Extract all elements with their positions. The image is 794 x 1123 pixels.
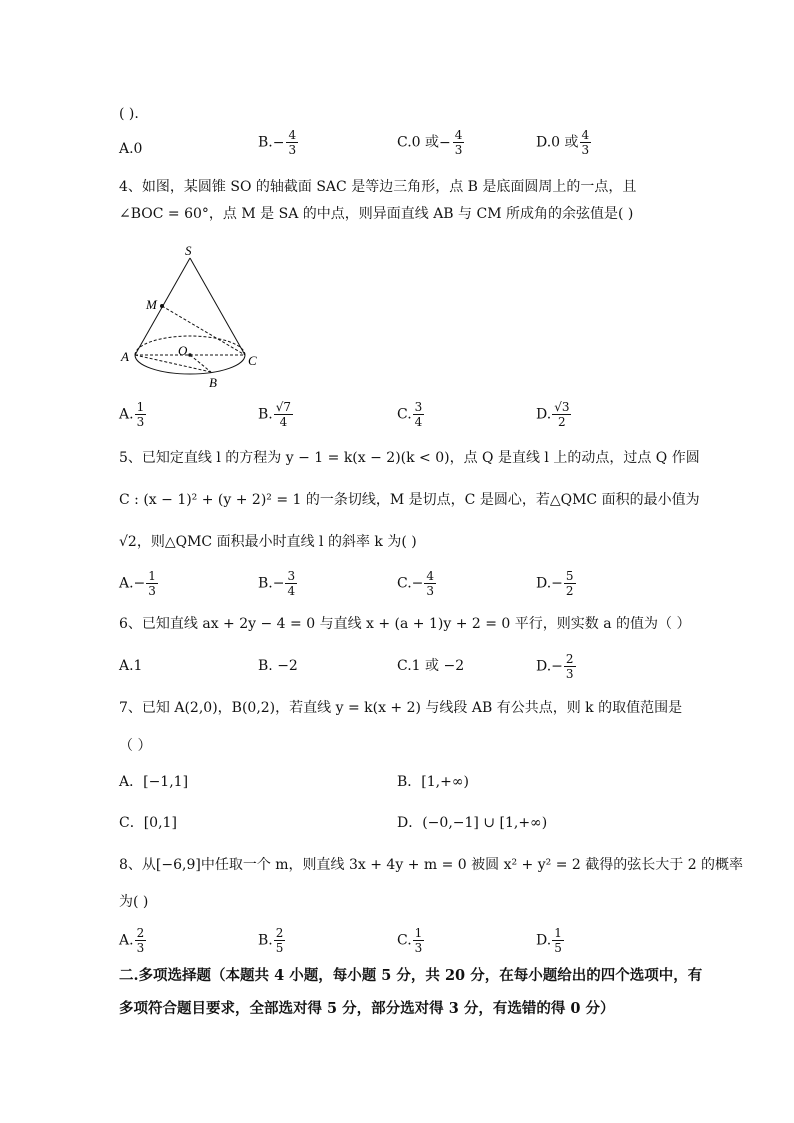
q8-option-d: [536, 926, 565, 955]
q6-line1: 6、已知直线 ax + 2y − 4 = 0 与直线 x + (a + 1)y + 2 = 0 平行，则实数 a 的值为（ ）: [119, 616, 691, 632]
option-prefix: B.: [258, 134, 273, 151]
fraction-denominator: 4: [414, 415, 423, 429]
q5-line2: C : (x − 1)² + (y + 2)² = 1 的一条切线，M 是切点，C 是圆心，若△QMC 面积的最小值为: [119, 492, 700, 508]
fraction-numerator: 5: [565, 569, 574, 583]
fraction-denominator: 3: [136, 415, 145, 429]
fraction: [413, 400, 425, 429]
q3-option-d: [536, 128, 592, 157]
option-prefix: C.−: [397, 575, 424, 592]
q6-option-c: C.1 或 −2: [397, 658, 465, 674]
fraction-denominator: 3: [148, 584, 156, 598]
option-prefix: A.−: [119, 575, 146, 592]
point-m: [160, 304, 164, 308]
segment-mc: [162, 306, 245, 355]
fraction-denominator: 3: [288, 143, 297, 157]
option-prefix: C.: [397, 406, 412, 423]
edge-sc: [190, 258, 245, 355]
fraction: [285, 569, 297, 598]
fraction-denominator: 3: [565, 667, 574, 681]
fraction-numerator: 4: [426, 569, 435, 583]
q7-option-b: B．[1,+∞): [397, 774, 469, 790]
fraction-numerator: 3: [287, 569, 296, 583]
q8-option-b: [258, 926, 286, 955]
q7-option-c: C．[0,1]: [119, 815, 177, 831]
option-prefix: C.: [397, 932, 412, 949]
fraction-numerator: 4: [454, 128, 463, 142]
option-prefix: A.: [119, 406, 134, 423]
option-prefix: B.: [258, 406, 273, 423]
fraction-denominator: 5: [554, 941, 562, 955]
section2-heading-line2: 多项符合题目要求，全部选对得 5 分，部分选对得 3 分，有选错的得 0 分）: [119, 1000, 615, 1017]
fraction-denominator: 3: [426, 584, 435, 598]
fraction-numerator: √7: [275, 400, 292, 414]
q7-option-a: A．[−1,1]: [119, 774, 189, 790]
q3-option-b: [258, 128, 299, 157]
fraction: [552, 400, 571, 429]
cone-figure: [115, 238, 275, 398]
fraction-numerator: 2: [275, 926, 284, 940]
option-prefix: D.0 或: [536, 134, 579, 151]
fraction-denominator: 5: [275, 941, 284, 955]
fraction-denominator: 2: [565, 584, 574, 598]
fraction: [274, 926, 286, 955]
fraction-numerator: √3: [554, 400, 570, 414]
fraction: [453, 128, 465, 157]
q4-option-a: [119, 400, 147, 429]
fraction-denominator: 4: [287, 584, 296, 598]
option-prefix: B.: [258, 932, 273, 949]
segment-ab: [135, 355, 211, 372]
label-o: O: [178, 343, 188, 358]
fraction: [552, 926, 564, 955]
q7-option-d: D．(−0,−1] ∪ [1,+∞): [397, 815, 548, 831]
fraction-denominator: 4: [279, 415, 288, 429]
fraction: [135, 400, 147, 429]
q8-option-c: [397, 926, 425, 955]
fraction: [146, 569, 158, 598]
option-prefix: B.−: [258, 575, 285, 592]
fraction-denominator: 3: [581, 143, 590, 157]
label-c: C: [248, 353, 257, 368]
cone-base-front: [135, 355, 245, 374]
q5-line1: 5、已知定直线 l 的方程为 y − 1 = k(x − 2)(k < 0)，点 Q 是直线 l 上的动点，过点 Q 作圆: [119, 450, 700, 466]
fraction-numerator: 2: [136, 926, 145, 940]
fraction: [564, 569, 576, 598]
option-prefix: D.−: [536, 575, 563, 592]
fraction: [580, 128, 592, 157]
fraction-numerator: 1: [136, 400, 145, 414]
option-prefix: C.0 或: [397, 134, 440, 151]
q6-option-d: [536, 652, 577, 681]
fraction-numerator: 1: [414, 926, 423, 940]
q5-option-c: [397, 569, 437, 598]
q8-line2: 为( ): [119, 894, 149, 910]
q4-option-c: [397, 400, 425, 429]
q3-option-c: [397, 128, 465, 157]
q3-option-a: A.0: [119, 141, 143, 157]
fraction: [286, 128, 298, 157]
q4-line2: ∠BOC = 60°，点 M 是 SA 的中点，则异面直线 AB 与 CM 所成角的余弦值是( ): [119, 206, 634, 222]
fraction-numerator: 4: [288, 128, 297, 142]
fraction-denominator: 3: [454, 143, 463, 157]
q4-option-d: [536, 400, 572, 429]
q4-line1: 4、如图，某圆锥 SO 的轴截面 SAC 是等边三角形，点 B 是底面圆周上的一点，且: [119, 179, 637, 195]
q7-line2: （ ）: [119, 738, 152, 754]
fraction: [424, 569, 436, 598]
fraction-denominator: 3: [414, 941, 423, 955]
q8-option-a: [119, 926, 147, 955]
q3-tail: ( ).: [119, 106, 139, 122]
q5-line3: √2，则△QMC 面积最小时直线 l 的斜率 k 为( ): [119, 534, 417, 550]
q5-option-b: [258, 569, 298, 598]
label-a: A: [121, 349, 129, 364]
fraction: [274, 400, 293, 429]
section2-heading-line1: 二.多项选择题（本题共 4 小题，每小题 5 分，共 20 分，在每小题给出的四个选项中，有: [119, 967, 703, 984]
fraction: [135, 926, 147, 955]
option-sign: −: [439, 134, 451, 151]
fraction: [564, 652, 576, 681]
q4-option-b: [258, 400, 294, 429]
option-prefix: D.−: [536, 658, 563, 675]
fraction-numerator: 2: [565, 652, 574, 666]
fraction-numerator: 1: [148, 569, 156, 583]
fraction-numerator: 3: [414, 400, 423, 414]
q7-line1: 7、已知 A(2,0)，B(0,2)，若直线 y = k(x + 2) 与线段 AB 有公共点，则 k 的取值范围是: [119, 700, 683, 716]
option-prefix: A.: [119, 932, 134, 949]
q6-option-a: A.1: [119, 658, 143, 674]
label-b: B: [209, 375, 217, 390]
fraction-denominator: 3: [136, 941, 145, 955]
point-o: [188, 353, 192, 357]
label-m: M: [146, 297, 157, 312]
q5-option-d: [536, 569, 577, 598]
option-prefix: D.: [536, 932, 552, 949]
q6-option-b: B. −2: [258, 658, 298, 674]
q5-option-a: [119, 569, 159, 598]
fraction-denominator: 2: [558, 415, 566, 429]
label-s: S: [185, 243, 192, 258]
q8-line1: 8、从[−6,9]中任取一个 m，则直线 3x + 4y + m = 0 被圆 x² + y² = 2 截得的弦长大于 2 的概率: [119, 857, 744, 873]
fraction-numerator: 4: [581, 128, 590, 142]
fraction: [413, 926, 425, 955]
fraction-numerator: 1: [554, 926, 562, 940]
option-prefix: D.: [536, 406, 552, 423]
option-sign: −: [272, 134, 285, 151]
